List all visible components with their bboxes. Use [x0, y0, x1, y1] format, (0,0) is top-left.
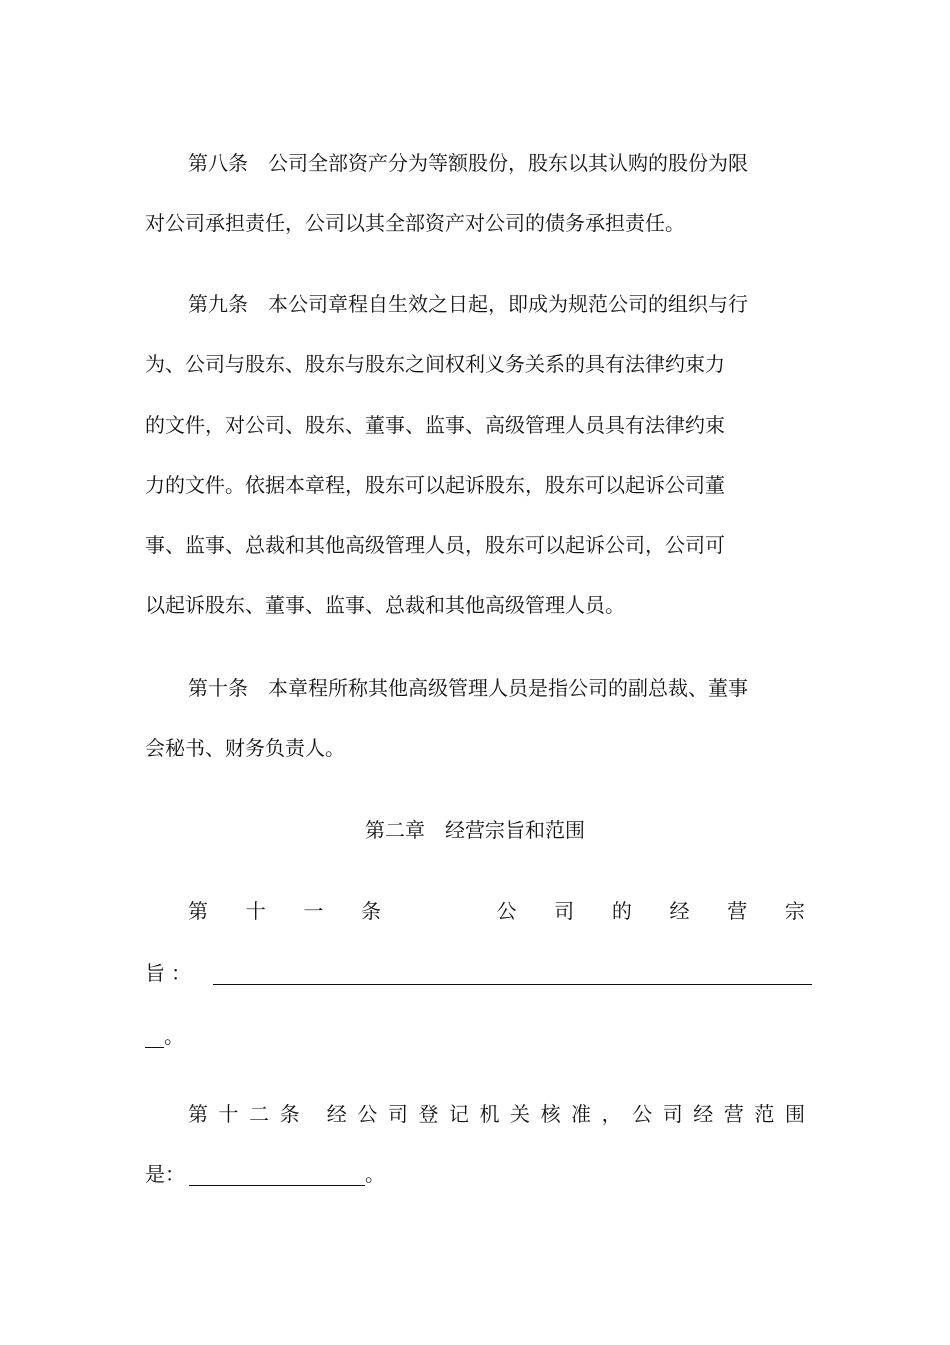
article-11-text-char: 公: [496, 899, 517, 923]
article-12-text-char: 机: [479, 1102, 500, 1126]
article-12-text-char: 公: [632, 1102, 653, 1126]
article-10-line-2: 会秘书、财务负责人。: [145, 736, 345, 760]
article-11-gap: [419, 899, 459, 923]
article-12-label-char: 二: [249, 1102, 270, 1126]
article-12-text-char: 记: [448, 1102, 469, 1126]
article-11-line-3: [145, 1024, 184, 1048]
article-12-text-char: 范: [754, 1102, 775, 1126]
article-8-line-1: [188, 151, 748, 175]
article-12-text-char: 关: [510, 1102, 531, 1126]
article-11-purpose-label: 旨：: [145, 961, 197, 985]
article-12-gap: [310, 1102, 316, 1126]
article-11-label-char: 一: [303, 899, 324, 923]
article-10-line-1: [188, 676, 748, 700]
article-12-text-char: 司: [662, 1102, 683, 1126]
article-9-line-4: 力的文件。依据本章程，股东可以起诉股东，股东可以起诉公司董: [145, 473, 725, 497]
article-8-line-2: 对公司承担责任，公司以其全部资产对公司的债务承担责任。: [145, 211, 685, 235]
article-9-line-5: 事、监事、总裁和其他高级管理人员，股东可以起诉公司，公司可: [145, 533, 725, 557]
article-12-text-char: 公: [357, 1102, 378, 1126]
article-12-line-1: [188, 1102, 805, 1126]
article-9-line-1: [188, 292, 748, 316]
business-scope-blank[interactable]: [189, 1167, 365, 1186]
article-10-label: 第十条: [188, 676, 248, 700]
business-purpose-blank-continued[interactable]: [145, 1029, 164, 1048]
article-11-line-1: [188, 899, 805, 923]
article-8-text-1: 公司全部资产分为等额股份，股东以其认购的股份为限: [268, 151, 748, 175]
article-11-text-char: 司: [554, 899, 575, 923]
article-11-text-char: 宗: [784, 899, 805, 923]
article-12-text-char: 营: [723, 1102, 744, 1126]
article-11-end-mark: 。: [164, 1024, 184, 1048]
article-9-line-2: 为、公司与股东、股东与股东之间权利义务关系的具有法律约束力: [145, 352, 725, 376]
article-12-end-mark: 。: [365, 1162, 385, 1186]
article-12-text-char: ，: [601, 1102, 622, 1126]
article-12-text-char: 司: [387, 1102, 408, 1126]
article-11-line-2: [145, 961, 812, 985]
article-12-text-char: 围: [784, 1102, 805, 1126]
article-11-label-char: 条: [361, 899, 382, 923]
article-12-scope-label: 是：: [145, 1162, 185, 1186]
article-9-text-1: 本公司章程自生效之日起，即成为规范公司的组织与行: [268, 292, 748, 316]
chapter-2-heading: 第二章 经营宗旨和范围: [365, 818, 585, 842]
article-11-label-char: 第: [188, 899, 208, 923]
article-12-text-char: 经: [326, 1102, 347, 1126]
article-12-label-char: 十: [218, 1102, 239, 1126]
article-10-text-1: 本章程所称其他高级管理人员是指公司的副总裁、董事: [268, 676, 748, 700]
article-8-label: 第八条: [188, 151, 248, 175]
article-12-text-char: 核: [540, 1102, 561, 1126]
article-11-label-char: 十: [245, 899, 266, 923]
article-11-text-char: 营: [727, 899, 748, 923]
article-12-label-char: 条: [279, 1102, 300, 1126]
article-12-text-char: 准: [571, 1102, 592, 1126]
article-11-text-char: 的: [611, 899, 632, 923]
article-12-text-char: 经: [693, 1102, 714, 1126]
article-11-text-char: 经: [669, 899, 690, 923]
article-12-line-2: [145, 1162, 385, 1186]
business-purpose-blank[interactable]: [213, 966, 812, 985]
article-9-label: 第九条: [188, 292, 248, 316]
article-12-label-char: 第: [188, 1102, 208, 1126]
article-9-line-6: 以起诉股东、董事、监事、总裁和其他高级管理人员。: [145, 593, 625, 617]
article-12-text-char: 登: [418, 1102, 439, 1126]
article-9-line-3: 的文件，对公司、股东、董事、监事、高级管理人员具有法律约束: [145, 413, 725, 437]
